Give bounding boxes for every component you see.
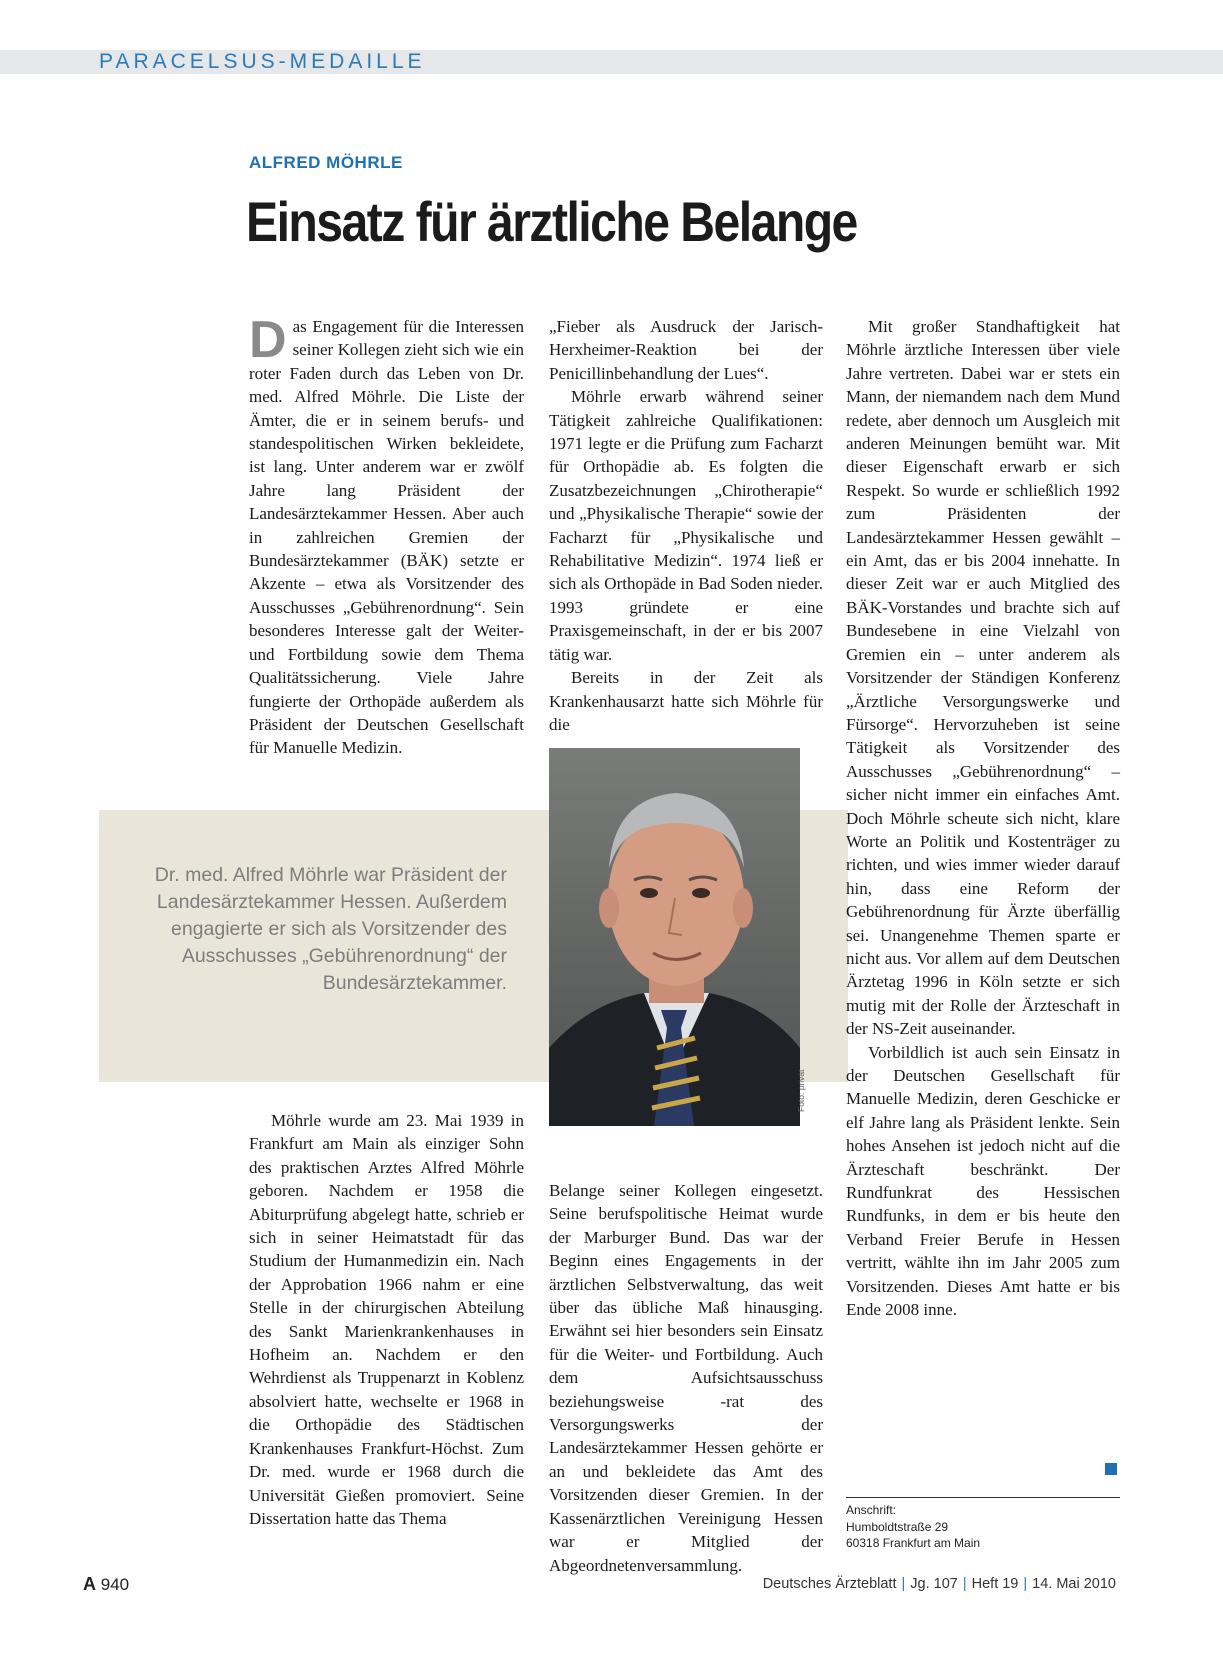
- portrait-photo: [549, 748, 800, 1126]
- drop-cap: D: [249, 311, 287, 369]
- author-address: [846, 1502, 980, 1552]
- paragraph-text: as Engagement für die Interessen seiner Kollegen zieht sich wie ein roter Faden durch das Leben von Dr. med. Alfred Möhrle. Die Liste der Ämter, die er in seinem berufs- und standespolitischen Wirken bekleidete, ist lang. Unter anderem war er zwölf Jahre lang Präsident der Landesärztekammer Hessen. Aber auch in zahlreichen Gremien der Bundesärztekammer (BÄK) setzte er Akzente – etwa als Vorsitzender des Ausschusses „Gebührenordnung“. Sein besonderes Interesse galt der Weiter- und Fortbildung sowie dem Thema Qualitätssicherung. Viele Jahre fungierte der Orthopäde außerdem als Präsident der Deutschen Gesellschaft für Manuelle Medizin.: [249, 317, 524, 758]
- footer-separator: |: [1023, 1576, 1028, 1592]
- footer-separator: |: [962, 1576, 967, 1592]
- paragraph: Vorbildlich ist auch sein Einsatz in der Deutschen Gesellschaft für Manuelle Medizin, deren Geschicke er elf Jahre lang als Präsident lenkte. Sein hohes Ansehen ist jedoch nicht auf die Ärzteschaft beschränkt. Der Rundfunkrat des Hessischen Rundfunks, in dem er bis heute den Verband Freier Berufe in Hessen vertritt, wählte ihn im Jahr 2005 zum Vorsitzenden. Dieses Amt hatte er bis Ende 2008 inne.: [846, 1042, 1120, 1320]
- section-label: PARACELSUS-MEDAILLE: [99, 50, 426, 73]
- footer-issue: Heft 19: [971, 1576, 1019, 1592]
- photo-credit: Foto: privat: [796, 1069, 806, 1112]
- footer-citation: [763, 1576, 1116, 1592]
- footer-volume: Jg. 107: [910, 1576, 958, 1592]
- column-2-bottom: [549, 1179, 823, 1577]
- page-number: [83, 1574, 129, 1595]
- page-number-value: 940: [100, 1575, 130, 1594]
- address-city: 60318 Frankfurt am Main: [846, 1536, 981, 1550]
- page-prefix: A: [83, 1574, 96, 1594]
- portrait-illustration: [549, 748, 800, 1126]
- footer-date: 14. Mai 2010: [1032, 1576, 1116, 1592]
- paragraph: Möhrle wurde am 23. Mai 1939 in Frankfurt am Main als einziger Sohn des praktischen Arztes Alfred Möhrle geboren. Nachdem er 1958 die Abiturprüfung abgelegt hatte, schrieb er sich in seiner Heimatstadt für das Studium der Humanmedizin ein. Nach der Approbation 1966 nahm er eine Stelle in der chirurgischen Abteilung des Sankt Marienkrankenhauses in Hofheim an. Nachdem er den Wehrdienst als Truppenarzt in Koblenz absolviert hatte, wechselte er 1968 in die Orthopädie des Städtischen Krankenhauses Frankfurt-Höchst. Zum Dr. med. wurde er 1968 durch die Universität Gießen promoviert. Seine Dissertation hatte das Thema: [249, 1111, 524, 1528]
- address-divider: [846, 1497, 1120, 1498]
- paragraph: „Fieber als Ausdruck der Jarisch-Herxheimer-Reaktion bei der Penicillinbehandlung der Lues“.: [549, 317, 823, 383]
- end-of-article-mark: [1105, 1463, 1117, 1475]
- pull-quote: Dr. med. Alfred Möhrle war Präsident der Landesärztekammer Hessen. Außerdem engagierte er sich als Vorsitzender des Ausschusses „Gebührenordnung“ der Bundesärztekammer.: [154, 864, 507, 994]
- column-3: [846, 315, 1120, 1321]
- article-headline: Einsatz für ärztliche Belange: [246, 190, 857, 253]
- article-kicker: ALFRED MÖHRLE: [249, 153, 403, 172]
- footer-separator: |: [901, 1576, 906, 1592]
- paragraph: Belange seiner Kollegen eingesetzt. Seine berufspolitische Heimat wurde der Marburger Bund. Das war der Beginn eines Engagements in der ärztlichen Selbstverwaltung, das weit über das übliche Maß hinausging. Erwähnt sei hier besonders sein Einsatz für die Weiter- und Fortbildung. Auch dem Aufsichtsausschuss beziehungsweise -rat des Versorgungswerks der Landesärztekammer Hessen gehörte er an und bekleidete das Amt des Vorsitzenden dieser Gremien. In der Kassenärztlichen Vereinigung Hessen war er Mitglied der Abgeordnetenversammlung.: [549, 1181, 823, 1575]
- paragraph: Möhrle erwarb während seiner Tätigkeit zahlreiche Qualifikationen: 1971 legte er die Prüfung zum Facharzt für Orthopädie ab. Es folgten die Zusatzbezeichnungen „Chirotherapie“ und „Physikalische Therapie“ sowie der Facharzt für „Physikalische und Rehabilitative Medizin“. 1974 ließ er sich als Orthopäde in Bad Soden nieder. 1993 gründete er eine Praxisgemeinschaft, in der er bis 2007 tätig war.: [549, 387, 823, 664]
- address-label: Anschrift:: [846, 1503, 897, 1517]
- column-1-top: [249, 311, 524, 760]
- column-1-bottom: [249, 1109, 524, 1530]
- paragraph: Mit großer Standhaftigkeit hat Möhrle ärztliche Interessen über viele Jahre vertreten. Dabei war er stets ein Mann, der niemandem nach dem Mund redete, aber dennoch um Ausgleich mit anderen Meinungen bemüht war. Mit dieser Eigenschaft erwarb er sich Respekt. So wurde er schließlich 1992 zum Präsidenten der Landesärztekammer Hessen gewählt – ein Amt, das er bis 2004 innehatte. In dieser Zeit war er auch Mitglied des BÄK-Vorstandes und brachte sich auf Bundesebene in eine Vielzahl von Gremien ein – unter anderem als Vorsitzender der Ständigen Konferenz „Ärztliche Versorgungswerke und Fürsorge“. Hervorzuheben ist seine Tätigkeit als Vorsitzender des Ausschusses „Gebührenordnung“ – sicher nicht immer ein einfaches Amt. Doch Möhrle scheute sich nicht, klare Worte an Politik und Kostenträger zu richten, und wies immer wieder darauf hin, dass eine Reform der Gebührenordnung für Ärzte überfällig sei. Unangenehme Themen sparte er nicht aus. Vor allem auf dem Deutschen Ärztetag 1996 in Köln setzte er sich mutig mit der Rolle der Ärzteschaft in der NS-Zeit auseinander.: [846, 317, 1120, 1039]
- footer-journal: Deutsches Ärzteblatt: [762, 1576, 897, 1592]
- address-street: Humboldtstraße 29: [846, 1519, 949, 1534]
- paragraph: Bereits in der Zeit als Krankenhausarzt hatte sich Möhrle für die: [549, 668, 823, 734]
- column-2-top: [549, 315, 823, 736]
- paragraph: [249, 311, 524, 760]
